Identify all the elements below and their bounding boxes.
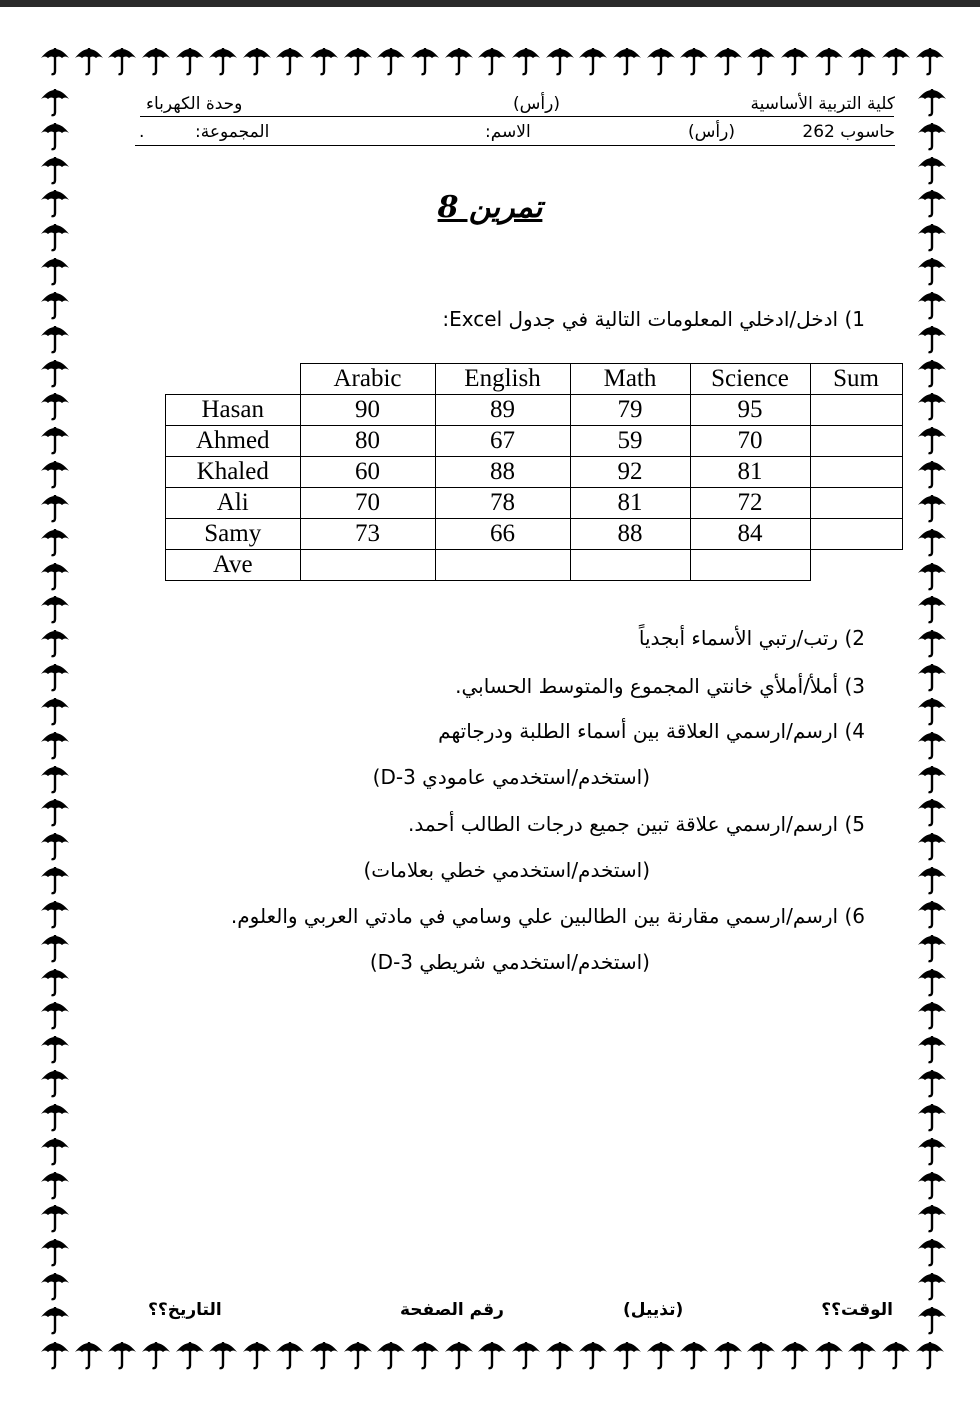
grade-cell: 88 [570,519,690,550]
exercise-title: تمرين 8 [437,190,543,225]
footer-page-number: رقم الصفحة [400,1300,504,1320]
umbrella-icon [40,423,70,455]
umbrella-icon [917,931,947,963]
umbrella-icon [847,44,877,76]
grade-cell: 81 [690,457,810,488]
umbrella-icon [40,1066,70,1098]
umbrella-icon [74,1338,104,1370]
table-row [166,519,903,550]
question-5: 5) ارسم/ارسمي علاقة تبين جميع درجات الطالب أحمد. [408,812,865,836]
umbrella-icon [175,44,205,76]
left-umbrella-border [38,85,72,1335]
umbrella-icon [713,1338,743,1370]
table-row [166,488,903,519]
umbrella-icon [40,728,70,760]
sum-cell [810,519,902,550]
umbrella-icon [612,44,642,76]
umbrella-icon [545,1338,575,1370]
grade-cell: 70 [300,488,435,519]
column-header: Math [570,364,690,395]
umbrella-icon [40,1032,70,1064]
umbrella-icon [746,44,776,76]
umbrella-icon [40,965,70,997]
column-header: English [435,364,570,395]
umbrella-icon [40,1338,70,1370]
footer-date: التاريخ؟؟ [148,1300,222,1320]
umbrella-icon [107,44,137,76]
umbrella-icon [917,322,947,354]
umbrella-icon [40,863,70,895]
umbrella-icon [40,389,70,421]
umbrella-icon [275,1338,305,1370]
group-dot: . [139,122,145,142]
umbrella-icon [917,1269,947,1301]
umbrella-icon [917,1134,947,1166]
umbrella-icon [917,1032,947,1064]
umbrella-icon [477,1338,507,1370]
umbrella-icon [410,44,440,76]
grade-cell: 90 [300,395,435,426]
umbrella-icon [208,1338,238,1370]
grade-cell: 81 [570,488,690,519]
grade-cell: 88 [435,457,570,488]
column-header: Arabic [300,364,435,395]
umbrella-icon [814,44,844,76]
umbrella-icon [40,795,70,827]
question-1: 1) ادخل/ادخلي المعلومات التالية في جدول Excel: [442,307,865,331]
unit-name: وحدة الكهرباء [146,94,243,114]
umbrella-icon [40,1168,70,1200]
grade-cell: 67 [435,426,570,457]
umbrella-icon [917,457,947,489]
umbrella-icon [917,559,947,591]
ave-row [166,550,903,581]
umbrella-icon [477,44,507,76]
umbrella-icon [40,998,70,1030]
umbrella-icon [40,897,70,929]
question-5-note: (استخدم/استخدمي خطي بعلامات) [363,858,650,882]
group-label: المجموعة: [195,122,270,142]
umbrella-icon [40,1235,70,1267]
umbrella-icon [40,694,70,726]
umbrella-icon [74,44,104,76]
sum-cell [810,488,902,519]
umbrella-icon [917,829,947,861]
umbrella-icon [780,1338,810,1370]
grade-cell: 78 [435,488,570,519]
umbrella-icon [40,322,70,354]
umbrella-icon [40,660,70,692]
umbrella-icon [917,1066,947,1098]
umbrella-icon [410,1338,440,1370]
umbrella-icon [40,186,70,218]
header-tag: (رأس) [513,94,560,114]
student-name: Ahmed [166,426,301,457]
question-4-note: (استخدم/استخدمي عامودي 3-D) [372,765,650,789]
table-row [166,457,903,488]
umbrella-icon [612,1338,642,1370]
umbrella-icon [444,44,474,76]
umbrella-icon [917,592,947,624]
umbrella-icon [917,491,947,523]
umbrella-icon [40,491,70,523]
umbrella-icon [917,863,947,895]
umbrella-icon [141,44,171,76]
grade-cell: 80 [300,426,435,457]
bottom-umbrella-border [40,1337,945,1371]
grade-cell: 92 [570,457,690,488]
column-header: Science [690,364,810,395]
grade-cell: 89 [435,395,570,426]
umbrella-icon [40,44,70,76]
umbrella-icon [376,1338,406,1370]
umbrella-icon [917,1168,947,1200]
umbrella-icon [40,931,70,963]
umbrella-icon [917,626,947,658]
student-name: Khaled [166,457,301,488]
umbrella-icon [40,288,70,320]
umbrella-icon [343,1338,373,1370]
umbrella-icon [578,1338,608,1370]
ave-blank [810,550,902,581]
umbrella-icon [309,1338,339,1370]
grade-cell: 66 [435,519,570,550]
grade-cell: 79 [570,395,690,426]
sum-cell [810,457,902,488]
ave-cell [570,550,690,581]
umbrella-icon [881,1338,911,1370]
umbrella-icon [679,44,709,76]
umbrella-icon [40,119,70,151]
umbrella-icon [917,119,947,151]
umbrella-icon [917,186,947,218]
name-label: الاسم: [485,122,531,142]
grade-cell: 95 [690,395,810,426]
umbrella-icon [275,44,305,76]
umbrella-icon [343,44,373,76]
question-3: 3) أملأ/أملأي خانتي المجموع والمتوسط الحسابي. [455,674,865,698]
umbrella-icon [242,1338,272,1370]
umbrella-icon [40,356,70,388]
grade-cell: 72 [690,488,810,519]
umbrella-icon [713,44,743,76]
umbrella-icon [444,1338,474,1370]
umbrella-icon [917,85,947,117]
top-umbrella-border [40,43,945,77]
umbrella-icon [40,254,70,286]
umbrella-icon [40,220,70,252]
umbrella-icon [40,1100,70,1132]
umbrella-icon [917,728,947,760]
student-name: Ali [166,488,301,519]
question-6-note: (استخدم/استخدمي شريطي 3-D) [369,950,650,974]
grade-cell: 70 [690,426,810,457]
grade-cell: 59 [570,426,690,457]
umbrella-icon [917,254,947,286]
umbrella-icon [915,44,945,76]
umbrella-icon [646,1338,676,1370]
umbrella-icon [40,559,70,591]
umbrella-icon [917,762,947,794]
umbrella-icon [40,1303,70,1335]
umbrella-icon [780,44,810,76]
umbrella-icon [917,694,947,726]
umbrella-icon [917,525,947,557]
umbrella-icon [917,998,947,1030]
top-bar [0,0,980,7]
header-bottom-line [135,145,895,146]
umbrella-icon [917,423,947,455]
umbrella-icon [40,762,70,794]
umbrella-icon [917,389,947,421]
umbrella-icon [917,965,947,997]
footer-tag: (تذييل) [623,1300,684,1320]
umbrella-icon [376,44,406,76]
college-name: كلية التربية الأساسية [750,94,895,114]
question-6: 6) ارسم/ارسمي مقارنة بين الطالبين علي وسامي في مادتي العربي والعلوم. [230,904,865,928]
umbrella-icon [917,153,947,185]
umbrella-icon [40,626,70,658]
sum-cell [810,395,902,426]
umbrella-icon [746,1338,776,1370]
table-header-row [166,364,903,395]
grade-cell: 73 [300,519,435,550]
table-row [166,426,903,457]
umbrella-icon [646,44,676,76]
table-row [166,395,903,426]
header-divider [140,116,894,117]
umbrella-icon [511,1338,541,1370]
student-name: Samy [166,519,301,550]
grade-cell: 60 [300,457,435,488]
umbrella-icon [578,44,608,76]
umbrella-icon [175,1338,205,1370]
umbrella-icon [511,44,541,76]
umbrella-icon [107,1338,137,1370]
umbrella-icon [40,1269,70,1301]
umbrella-icon [917,356,947,388]
umbrella-icon [40,153,70,185]
umbrella-icon [141,1338,171,1370]
umbrella-icon [40,829,70,861]
ave-cell [300,550,435,581]
umbrella-icon [40,525,70,557]
sum-cell [810,426,902,457]
student-name: Hasan [166,395,301,426]
umbrella-icon [917,897,947,929]
umbrella-icon [917,1235,947,1267]
umbrella-icon [40,1134,70,1166]
umbrella-icon [917,1303,947,1335]
grade-cell: 84 [690,519,810,550]
grades-table [165,363,903,581]
right-umbrella-border [915,85,949,1335]
umbrella-icon [814,1338,844,1370]
header-tag-2: (رأس) [688,122,735,142]
umbrella-icon [881,44,911,76]
umbrella-icon [917,795,947,827]
ave-label: Ave [166,550,301,581]
ave-cell [435,550,570,581]
umbrella-icon [309,44,339,76]
umbrella-icon [917,1100,947,1132]
footer-time: الوقت؟؟ [821,1300,893,1320]
umbrella-icon [917,1201,947,1233]
umbrella-icon [545,44,575,76]
umbrella-icon [40,1201,70,1233]
umbrella-icon [40,457,70,489]
ave-cell [690,550,810,581]
table-corner [166,364,301,395]
umbrella-icon [917,220,947,252]
course-name: حاسوب 262 [802,122,895,142]
umbrella-icon [242,44,272,76]
question-2: 2) رتب/رتبي الأسماء أبجدياً [638,626,865,650]
umbrella-icon [679,1338,709,1370]
question-4: 4) ارسم/ارسمي العلاقة بين أسماء الطلبة ودرجاتهم [438,719,865,743]
column-header: Sum [810,364,902,395]
umbrella-icon [208,44,238,76]
umbrella-icon [915,1338,945,1370]
umbrella-icon [917,288,947,320]
umbrella-icon [847,1338,877,1370]
umbrella-icon [917,660,947,692]
umbrella-icon [40,85,70,117]
umbrella-icon [40,592,70,624]
